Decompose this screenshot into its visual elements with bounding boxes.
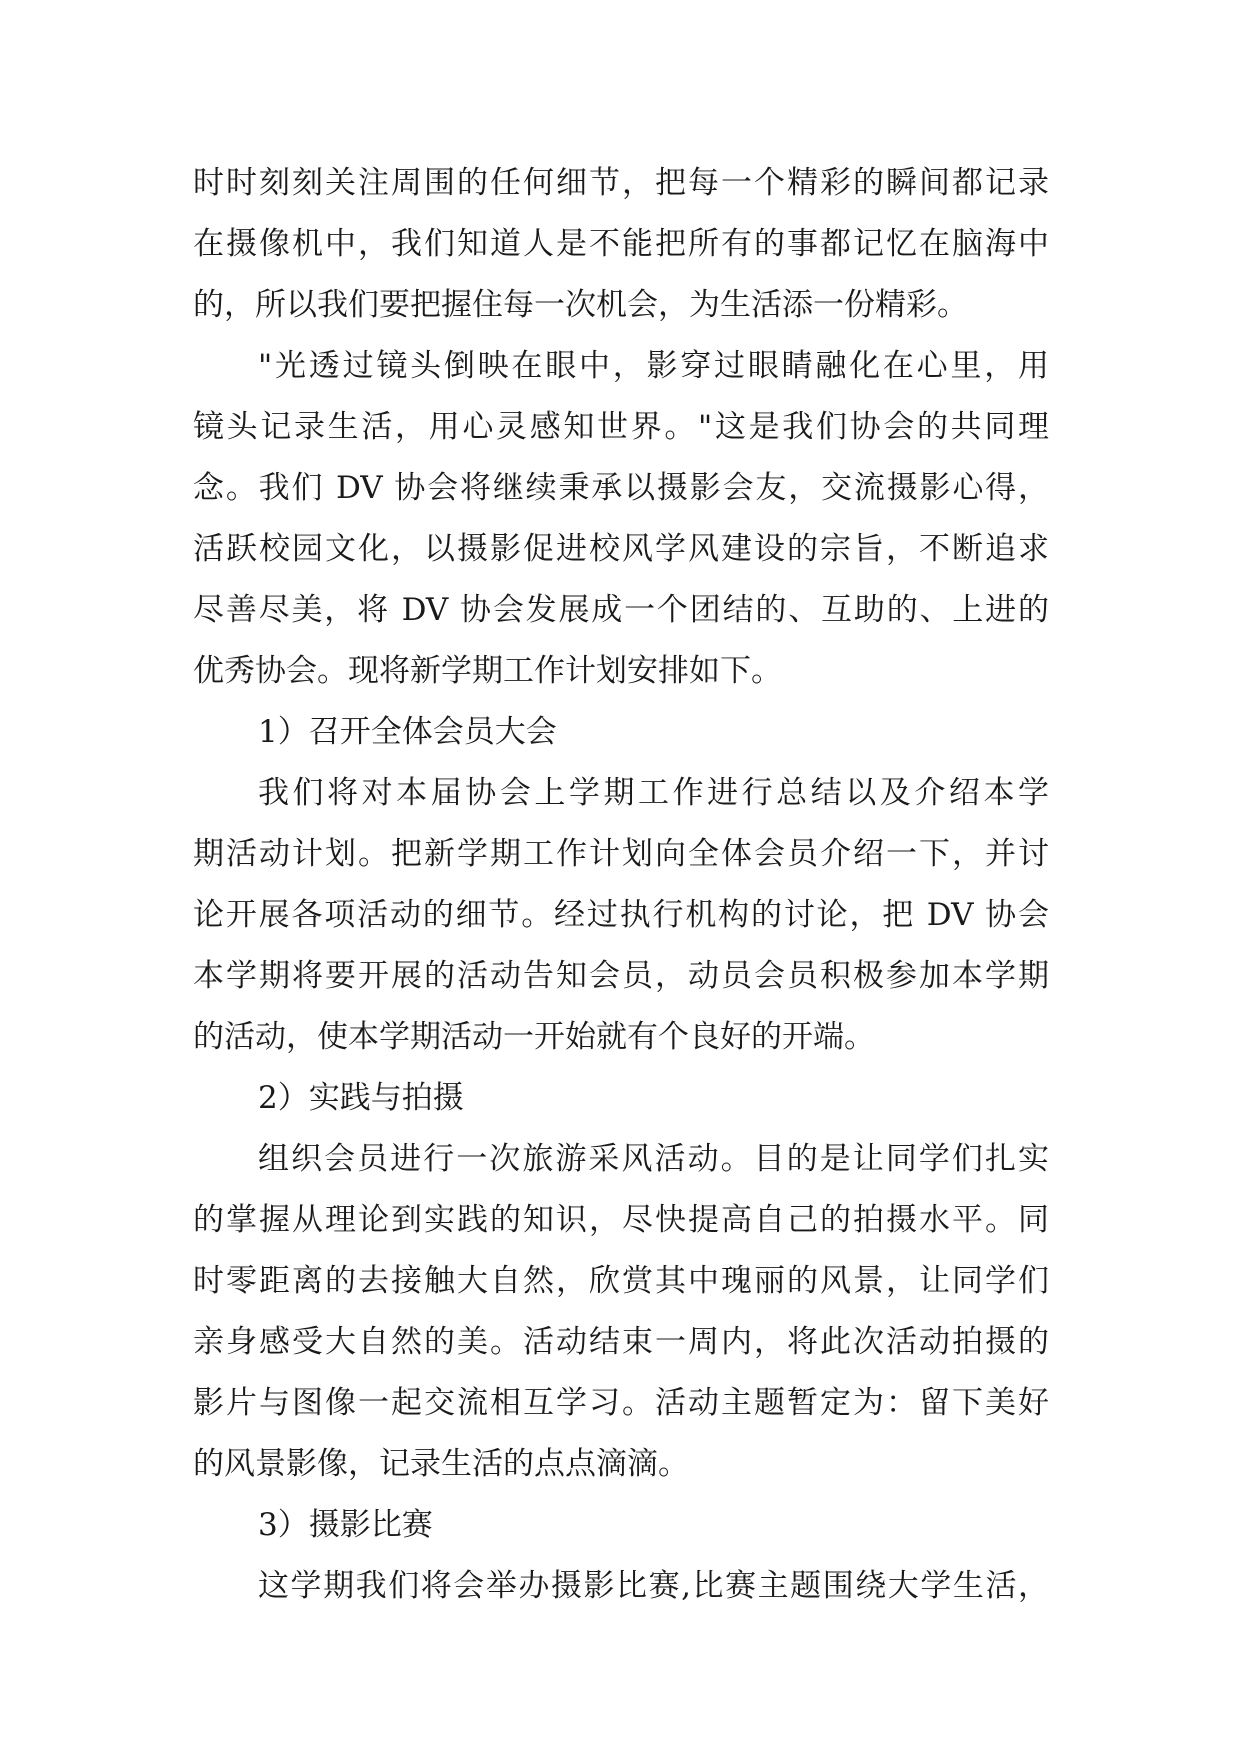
body-text-line: 的掌握从理论到实践的知识，尽快提高自己的拍摄水平。同	[193, 1202, 1049, 1238]
body-text-line: 时时刻刻关注周围的任何细节，把每一个精彩的瞬间都记录	[193, 165, 1049, 201]
body-text-line: 念。我们 DV 协会将继续秉承以摄影会友，交流摄影心得，	[193, 470, 1049, 506]
section-heading: 2）实践与拍摄	[258, 1080, 464, 1116]
body-text-line: 的，所以我们要把握住每一次机会，为生活添一份精彩。	[193, 287, 968, 323]
body-text-line: 期活动计划。把新学期工作计划向全体会员介绍一下，并讨	[193, 836, 1049, 872]
body-text-line: "光透过镜头倒映在眼中，影穿过眼睛融化在心里，用	[258, 348, 1049, 384]
body-text-line: 活跃校园文化，以摄影促进校风学风建设的宗旨，不断追求	[193, 531, 1049, 567]
body-text-line: 的风景影像，记录生活的点点滴滴。	[193, 1446, 689, 1482]
body-text-line: 优秀协会。现将新学期工作计划安排如下。	[193, 653, 782, 689]
body-text-line: 本学期将要开展的活动告知会员，动员会员积极参加本学期	[193, 958, 1049, 994]
body-text-line: 组织会员进行一次旅游采风活动。目的是让同学们扎实	[258, 1141, 1049, 1177]
section-heading: 1）召开全体会员大会	[258, 714, 557, 750]
body-text-line: 论开展各项活动的细节。经过执行机构的讨论，把 DV 协会	[193, 897, 1049, 933]
body-text-line: 的活动，使本学期活动一开始就有个良好的开端。	[193, 1019, 875, 1055]
body-text-line: 影片与图像一起交流相互学习。活动主题暂定为：留下美好	[193, 1385, 1049, 1421]
body-text-line: 亲身感受大自然的美。活动结束一周内，将此次活动拍摄的	[193, 1324, 1049, 1360]
body-text-line: 在摄像机中，我们知道人是不能把所有的事都记忆在脑海中	[193, 226, 1049, 262]
section-heading: 3）摄影比赛	[258, 1507, 433, 1543]
body-text-line: 镜头记录生活，用心灵感知世界。"这是我们协会的共同理	[193, 409, 1049, 445]
body-text-line: 尽善尽美，将 DV 协会发展成一个团结的、互助的、上进的	[193, 592, 1049, 628]
body-text-line: 时零距离的去接触大自然，欣赏其中瑰丽的风景，让同学们	[193, 1263, 1049, 1299]
body-text-line: 这学期我们将会举办摄影比赛,比赛主题围绕大学生活，	[258, 1568, 1049, 1604]
body-text-line: 我们将对本届协会上学期工作进行总结以及介绍本学	[258, 775, 1049, 811]
